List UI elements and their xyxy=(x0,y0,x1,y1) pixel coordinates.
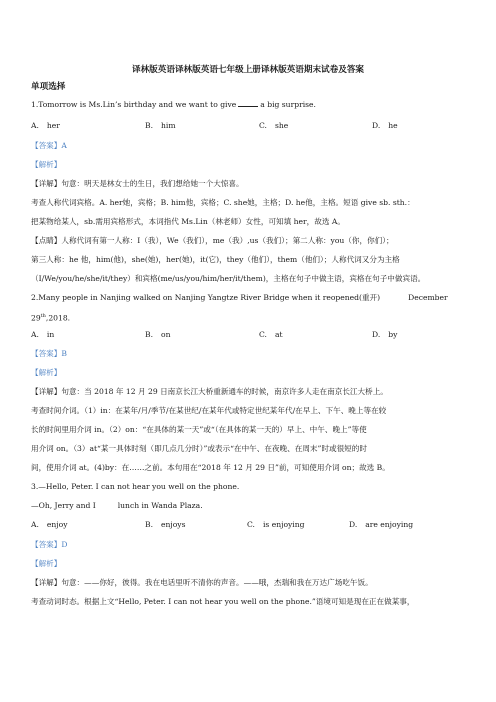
q2-option-a: A. in xyxy=(31,330,55,339)
answer-blank xyxy=(238,99,258,107)
q1-tip-line: 【点睛】人称代词有第一人称：I（我），We（我们），me（我）,us（我们）；第二人称：you（你，你们）； xyxy=(31,236,394,245)
document-title: 译林版英语译林版英语七年级上册译林版英语期末试卷及答案 xyxy=(131,65,365,75)
q3-option-a: A. enjoy xyxy=(31,520,68,529)
q2-detail-line: 长的时间里用介词 in。（2）on：“在具体的某一天”或“（在具体的某一天的）早上、中午、晚上”等使 xyxy=(31,425,367,434)
q2-answer: 【答案】B xyxy=(31,349,67,358)
q2-option-b: B. on xyxy=(145,330,171,339)
q1-tip-line: 第三人称：he 他，him(他)，she(她)，her(她)，it(它)，they（他们），them（他们）；人称代词又分为主格 xyxy=(31,255,400,264)
question-2-stem-cont: 29th,2018. xyxy=(31,313,71,323)
q2-option-c: C. at xyxy=(259,330,283,339)
q1-analysis-label: 【解析】 xyxy=(31,160,62,169)
q3-detail-line: 【详解】句意：——你好，彼得。我在电话里听不清你的声音。——哦，杰瑞和我在万达广场吃午饭。 xyxy=(31,578,373,587)
q1-tip-line: （I/We/you/he/she/it/they）和宾格(me/us/you/him/her/it/them)，主格在句子中做主语，宾格在句子中做宾语。 xyxy=(31,274,426,283)
q1-detail-line: 把某物给某人，sb.需用宾格形式，本词指代 Ms.Lin（林老师）女性，可知填 her，故选 A。 xyxy=(31,217,345,226)
q3-option-d: D. are enjoying xyxy=(349,520,414,529)
q2-detail-line: 考查时间介词。（1）in：在某年/月/季节/在某世纪/在某年代或特定世纪某年代/在早上、下午、晚上等在较 xyxy=(31,406,387,415)
q3-answer: 【答案】D xyxy=(31,540,68,549)
q2-detail-line: 【详解】句意：当 2018 年 12 月 29 日南京长江大桥重新通车的时候，南京许多人走在南京长江大桥上。 xyxy=(31,387,388,396)
q3-detail-line: 考查动词时态。根据上文“Hello, Peter. I can not hear you well on the phone.”语境可知是现在正在做某事， xyxy=(31,597,415,606)
q3-option-c: C. is enjoying xyxy=(247,520,305,529)
section-heading: 单项选择 xyxy=(31,82,66,92)
question-1-stem: 1.Tomorrow is Ms.Lin’s birthday and we want to give a big surprise. xyxy=(31,100,316,109)
question-2-stem: 2.Many people in Nanjing walked on Nanjing Yangtze River Bridge when it reopened(重开) December xyxy=(31,293,448,302)
q1-option-b: B. him xyxy=(145,121,176,130)
q1-detail-line: 【详解】句意：明天是林女士的生日，我们想给她一个大惊喜。 xyxy=(31,179,244,188)
q1-answer: 【答案】A xyxy=(31,141,67,150)
q1-option-c: C. she xyxy=(259,121,289,130)
q2-detail-line: 用介词 on。（3）at“某一具体时刻（即几点几分时）”或表示“在中午、在夜晚、在周末”时或很短的时 xyxy=(31,444,367,453)
q3-option-b: B. enjoys xyxy=(145,520,186,529)
q2-option-d: D. by xyxy=(372,330,398,339)
q1-option-a: A. her xyxy=(31,121,60,130)
q2-analysis-label: 【解析】 xyxy=(31,368,62,377)
q2-detail-line: 间，使用介词 at。(4)by：在……之前。本句用在“2018 年 12 月 29 日”前，可知使用介词 on；故选 B。 xyxy=(31,463,390,472)
question-3-stem: 3.—Hello, Peter. I can not hear you well on the phone. xyxy=(31,482,240,491)
q1-detail-line: 考查人称代词宾格。A. her她，宾格；B. him他，宾格；C. she她，主格；D. he他，主格。短语 give sb. sth.： xyxy=(31,198,415,207)
q1-option-d: D. he xyxy=(372,121,398,130)
q3-analysis-label: 【解析】 xyxy=(31,559,62,568)
question-3-stem-cont: —Oh, Jerry and I lunch in Wanda Plaza. xyxy=(31,501,203,510)
